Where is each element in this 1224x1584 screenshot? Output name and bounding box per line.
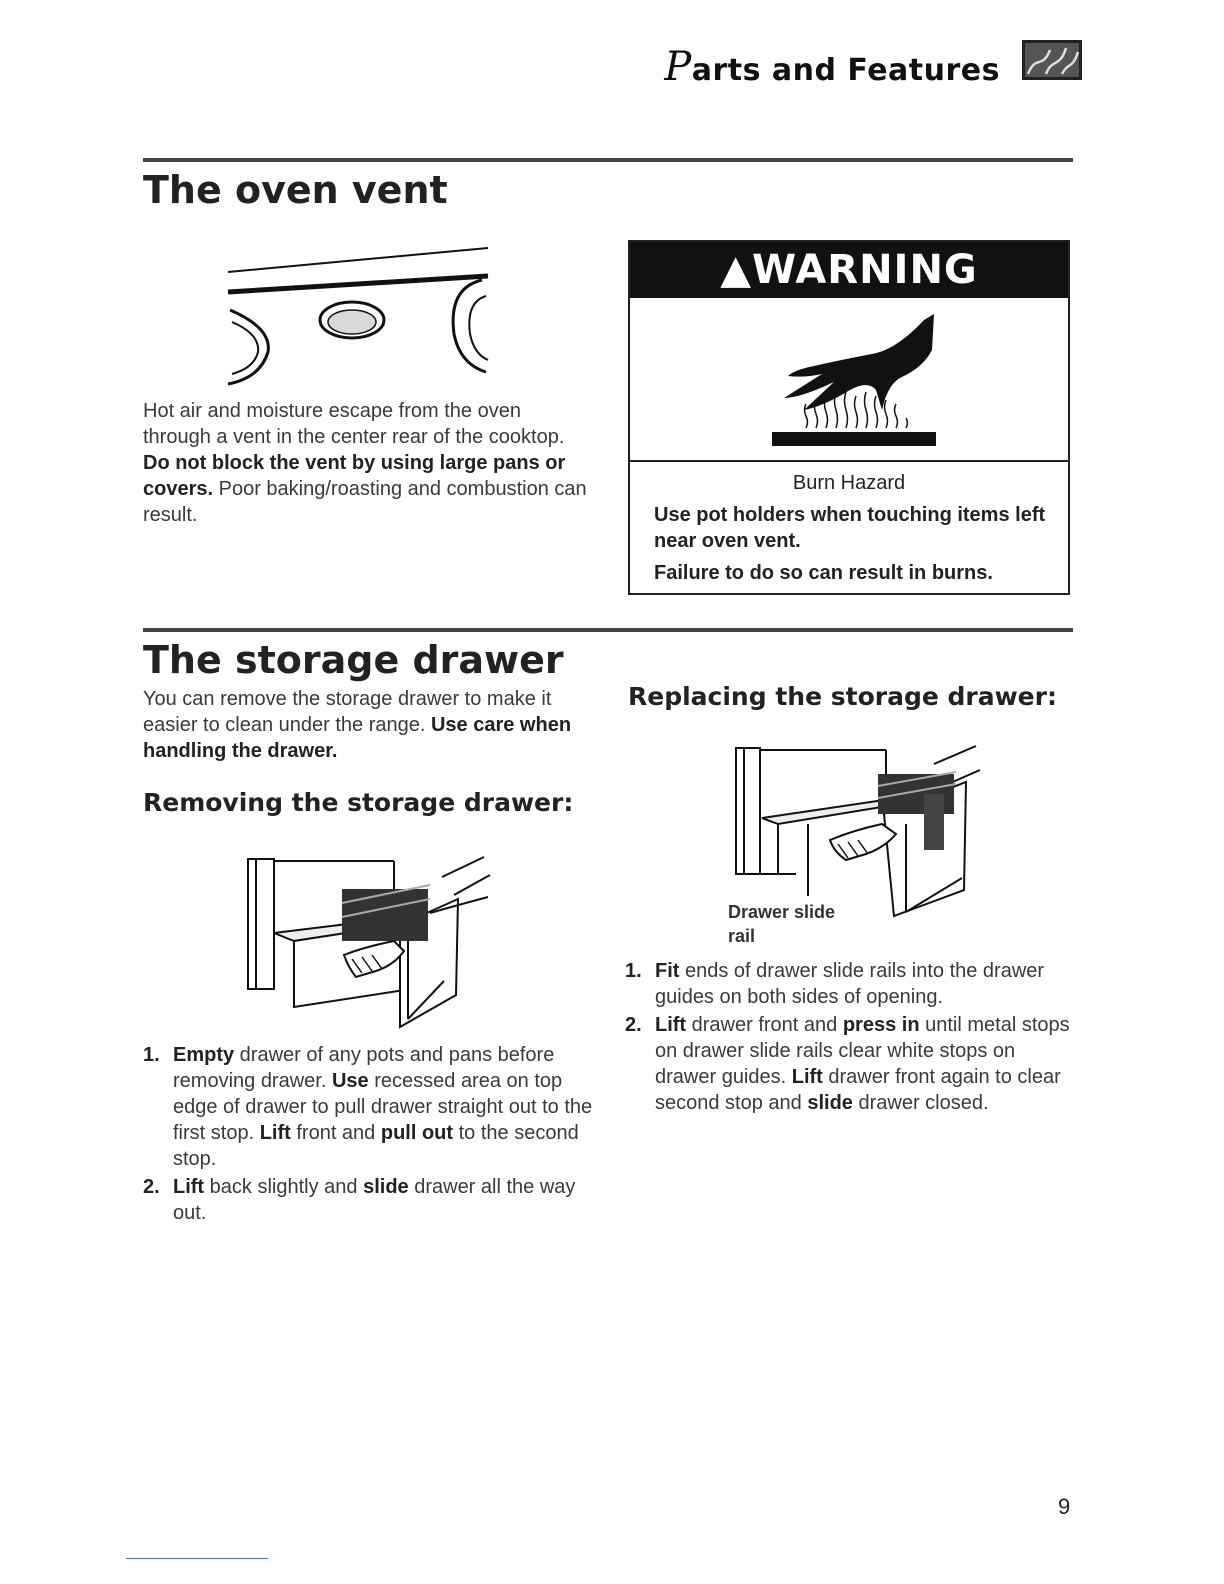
- storage-drawer-heading: The storage drawer: [143, 638, 564, 682]
- step-number: 2.: [143, 1176, 160, 1198]
- callout-line-2: rail: [728, 926, 756, 946]
- step-plain: drawer front and: [686, 1014, 843, 1036]
- warning-banner: [630, 242, 1068, 298]
- step-plain: to the second stop.: [173, 1122, 579, 1170]
- replacing-step: [625, 1012, 1075, 1116]
- oven-vent-text-end: Poor baking/roasting and combustion can result.: [143, 478, 587, 526]
- removing-heading: Removing the storage drawer:: [143, 788, 574, 817]
- removing-step: [143, 1174, 593, 1226]
- step-bold: Lift: [173, 1176, 205, 1198]
- replacing-steps-list: [625, 958, 1075, 1118]
- section-title-initial: P: [664, 44, 692, 90]
- warning-line-2: Failure to do so can result in burns.: [654, 562, 993, 584]
- oven-vent-text: Hot air and moisture escape from the oven through a vent in the center rear of the cooktop.: [143, 400, 565, 448]
- step-bold: press in: [842, 1014, 920, 1036]
- oven-vent-heading: The oven vent: [143, 168, 448, 212]
- section-rule: [143, 628, 1073, 632]
- storage-intro-paragraph: [143, 686, 593, 764]
- warning-divider: [630, 460, 1068, 462]
- warning-title: Burn Hazard: [792, 472, 906, 494]
- step-bold: slide: [807, 1092, 853, 1114]
- removing-steps-list: [143, 1042, 593, 1228]
- step-bold: Use: [331, 1070, 369, 1092]
- step-plain: ends of drawer slide rails into the drawer guides on both sides of opening.: [655, 960, 1045, 1008]
- step-plain: drawer of any pots and pans before removing drawer.: [173, 1044, 555, 1092]
- storage-intro-text: You can remove the storage drawer to make it easier to clean under the range.: [143, 688, 552, 736]
- replacing-drawer-illustration: [734, 744, 984, 920]
- step-number: 1.: [143, 1044, 160, 1066]
- step-plain: recessed area on top edge of drawer to pull drawer straight out to the first stop.: [173, 1070, 593, 1144]
- section-logo-icon: [1022, 40, 1082, 80]
- warning-banner-text: WARNING: [752, 247, 978, 293]
- step-plain: back slightly and: [204, 1176, 364, 1198]
- oven-vent-paragraph: [143, 398, 593, 528]
- warning-line-1: Use pot holders when touching items left near oven vent.: [654, 504, 1046, 552]
- bottom-rule: [126, 1558, 268, 1559]
- step-bold: Fit: [655, 960, 680, 982]
- section-rule: [143, 158, 1073, 162]
- storage-intro-bold-text: Use care when handling the drawer.: [143, 714, 572, 762]
- step-plain: drawer front again to clear second stop and: [655, 1066, 1061, 1114]
- step-number: 2.: [625, 1014, 642, 1036]
- warning-triangle-icon: ▲: [720, 247, 752, 293]
- oven-vent-bold-text: Do not block the vent by using large pans or covers.: [143, 452, 566, 500]
- section-title-rest: arts and Features: [691, 53, 1000, 88]
- step-text: [173, 1044, 592, 1170]
- replacing-step: [625, 958, 1075, 1010]
- step-text: [655, 960, 1044, 1008]
- step-number: 1.: [625, 960, 642, 982]
- drawer-slide-rail-callout: [728, 900, 835, 948]
- callout-line-1: Drawer slide: [728, 902, 836, 922]
- step-bold: Lift: [791, 1066, 823, 1088]
- step-bold: slide: [363, 1176, 409, 1198]
- oven-vent-illustration: [220, 240, 500, 390]
- step-plain: drawer closed.: [852, 1092, 989, 1114]
- step-bold: Lift: [259, 1122, 291, 1144]
- burn-hazard-icon: [764, 310, 944, 450]
- step-plain: until metal stops on drawer slide rails clear white stops on drawer guides.: [655, 1014, 1070, 1088]
- step-bold: pull out: [380, 1122, 454, 1144]
- step-bold: Empty: [173, 1044, 235, 1066]
- step-bold: Lift: [655, 1014, 687, 1036]
- removing-drawer-illustration: [244, 855, 494, 1035]
- removing-step: [143, 1042, 593, 1172]
- step-text: [173, 1176, 575, 1224]
- step-plain: front and: [290, 1122, 381, 1144]
- step-text: [655, 1014, 1070, 1114]
- replacing-heading: Replacing the storage drawer:: [628, 682, 1057, 711]
- warning-box: [628, 240, 1070, 595]
- page-number: 9: [1058, 1494, 1071, 1519]
- step-plain: drawer all the way out.: [173, 1176, 576, 1224]
- page-section-title: [664, 44, 1000, 90]
